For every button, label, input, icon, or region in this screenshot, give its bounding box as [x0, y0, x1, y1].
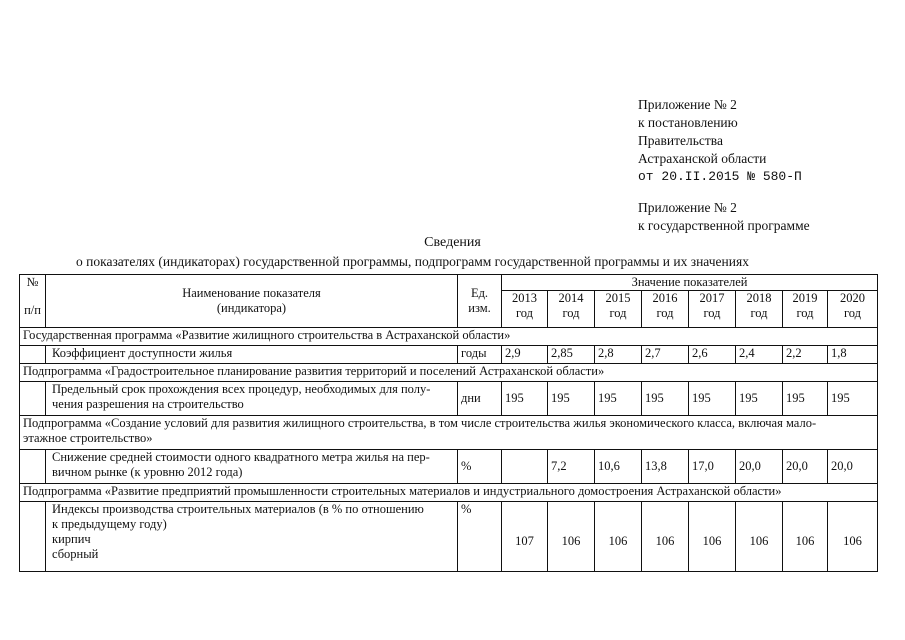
value-cell: 106 [736, 502, 783, 572]
indicator-unit: % [458, 502, 502, 572]
value-cell: 20,0 [783, 450, 828, 484]
value-cell: 195 [783, 382, 828, 416]
header-year: 2017 год [689, 291, 736, 328]
value-cell: 195 [689, 382, 736, 416]
indicator-unit: % [458, 450, 502, 484]
value-cell: 195 [548, 382, 595, 416]
value-cell: 2,2 [783, 346, 828, 364]
value-cell: 195 [828, 382, 878, 416]
indicators-table [19, 274, 878, 572]
document-title: Сведения [424, 235, 481, 250]
value-cell [502, 450, 548, 484]
state-program-title: Государственная программа «Развитие жилищного строительства в Астраханской области» [20, 328, 878, 346]
subprogram-row [20, 416, 878, 450]
value-cell: 20,0 [736, 450, 783, 484]
table-row [20, 502, 878, 572]
value-cell: 17,0 [689, 450, 736, 484]
row-number-cell [20, 346, 46, 364]
table-row [20, 346, 878, 364]
appendix-government: Правительства [638, 133, 723, 148]
subprogram-title: Подпрограмма «Градостроительное планирование развития территорий и поселений Астраханской области» [20, 364, 878, 382]
table-row [20, 382, 878, 416]
value-cell: 106 [642, 502, 689, 572]
appendix-number: Приложение № 2 [638, 200, 737, 215]
value-cell: 2,7 [642, 346, 689, 364]
header-unit: Ед. изм. [458, 275, 502, 328]
table-row [20, 450, 878, 484]
header-year: 2016 год [642, 291, 689, 328]
value-cell: 7,2 [548, 450, 595, 484]
value-cell: 195 [502, 382, 548, 416]
header-values-title: Значение показателей [502, 275, 878, 291]
header-year: 2019 год [783, 291, 828, 328]
value-cell: 106 [595, 502, 642, 572]
value-cell: 13,8 [642, 450, 689, 484]
value-cell: 2,8 [595, 346, 642, 364]
subprogram-title: Подпрограмма «Создание условий для развития жилищного строительства, в том числе строительства жилья экономического класса, включая мало- этажное строительство» [20, 416, 878, 450]
value-cell: 106 [783, 502, 828, 572]
header-year: 2014 год [548, 291, 595, 328]
row-number-cell [20, 382, 46, 416]
value-cell: 2,6 [689, 346, 736, 364]
value-cell: 195 [642, 382, 689, 416]
value-cell: 195 [736, 382, 783, 416]
value-cell: 106 [689, 502, 736, 572]
indicator-name: Индексы производства строительных материалов (в % по отношению к предыдущему году) кирпич сборный [46, 502, 458, 572]
appendix-to-resolution: к постановлению [638, 115, 738, 130]
table-header-row [20, 275, 878, 291]
appendix-number: Приложение № 2 [638, 97, 737, 112]
indicator-name: Предельный срок прохождения всех процедур, необходимых для полу- чения разрешения на строительство [46, 382, 458, 416]
appendix-block-program [638, 199, 810, 235]
value-cell: 2,4 [736, 346, 783, 364]
value-cell: 1,8 [828, 346, 878, 364]
header-indicator-name: Наименование показателя (индикатора) [46, 275, 458, 328]
subprogram-row [20, 364, 878, 382]
value-cell: 195 [595, 382, 642, 416]
appendix-date-number: от 20.II.2015 № 580-П [638, 169, 802, 184]
value-cell: 2,9 [502, 346, 548, 364]
subprogram-title: Подпрограмма «Развитие предприятий промышленности строительных материалов и индустриального домостроения Астраханской области» [20, 484, 878, 502]
appendix-block-resolution [638, 96, 802, 186]
appendix-to-program: к государственной программе [638, 218, 810, 233]
indicator-name: Коэффициент доступности жилья [46, 346, 458, 364]
indicator-unit: годы [458, 346, 502, 364]
appendix-region: Астраханской области [638, 151, 767, 166]
header-year: 2015 год [595, 291, 642, 328]
row-number-cell [20, 502, 46, 572]
value-cell: 106 [548, 502, 595, 572]
indicator-unit: дни [458, 382, 502, 416]
row-number-cell [20, 450, 46, 484]
header-number: № п/п [20, 275, 46, 328]
value-cell: 106 [828, 502, 878, 572]
indicator-name: Снижение средней стоимости одного квадратного метра жилья на пер- вичном рынке (к уровню 2012 года) [46, 450, 458, 484]
header-year: 2018 год [736, 291, 783, 328]
state-program-row [20, 328, 878, 346]
value-cell: 10,6 [595, 450, 642, 484]
header-year: 2020 год [828, 291, 878, 328]
value-cell: 20,0 [828, 450, 878, 484]
subprogram-row [20, 484, 878, 502]
document-subtitle: о показателях (индикаторах) государственной программы, подпрограмм государственной программы и их значениях [76, 254, 749, 269]
value-cell: 107 [502, 502, 548, 572]
value-cell: 2,85 [548, 346, 595, 364]
header-year: 2013 год [502, 291, 548, 328]
